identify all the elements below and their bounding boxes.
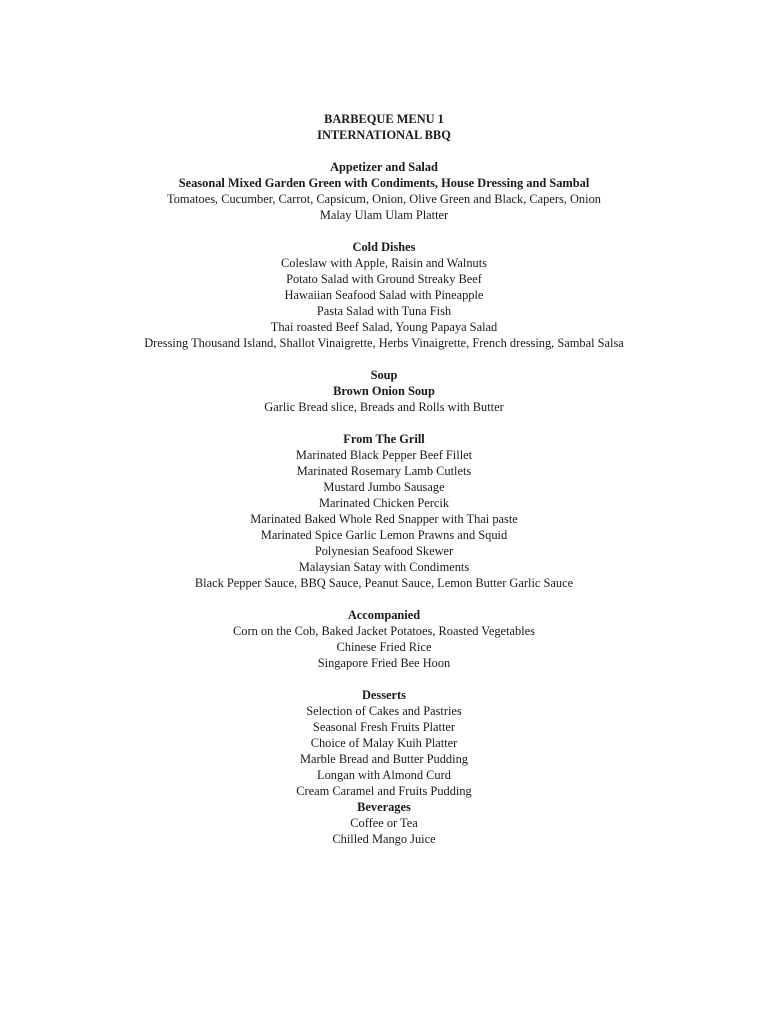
- menu-item: Singapore Fried Bee Hoon: [317, 656, 451, 670]
- section-heading-beverages: Beverages: [357, 800, 411, 814]
- menu-item: Hawaiian Seafood Salad with Pineapple: [284, 288, 484, 302]
- menu-item: Polynesian Seafood Skewer: [314, 544, 454, 558]
- menu-item: Coleslaw with Apple, Raisin and Walnuts: [281, 256, 487, 270]
- menu-item: Marble Bread and Butter Pudding: [300, 752, 468, 766]
- menu-item: Thai roasted Beef Salad, Young Papaya Salad: [270, 320, 498, 334]
- section-subheading-soup: Brown Onion Soup: [333, 384, 435, 398]
- menu-item: Malaysian Satay with Condiments: [298, 560, 470, 574]
- section-subheading-appetizer: Seasonal Mixed Garden Green with Condiments, House Dressing and Sambal: [178, 176, 590, 190]
- section-heading-grill: From The Grill: [343, 432, 425, 446]
- section-heading-accompanied: Accompanied: [347, 608, 421, 622]
- section-heading-cold-dishes: Cold Dishes: [352, 240, 416, 254]
- menu-item: Dressing Thousand Island, Shallot Vinaigrette, Herbs Vinaigrette, French dressing, Sambal Salsa: [144, 336, 624, 350]
- menu-item: Corn on the Cob, Baked Jacket Potatoes, Roasted Vegetables: [233, 624, 535, 638]
- menu-item: Marinated Black Pepper Beef Fillet: [295, 448, 473, 462]
- menu-title: BARBEQUE MENU 1: [324, 112, 444, 126]
- spacer: [0, 671, 768, 687]
- menu-item: Chilled Mango Juice: [332, 832, 436, 846]
- spacer: [0, 415, 768, 431]
- menu-item: Tomatoes, Cucumber, Carrot, Capsicum, Onion, Olive Green and Black, Capers, Onion: [167, 192, 601, 206]
- menu-item: Marinated Spice Garlic Lemon Prawns and Squid: [260, 528, 508, 542]
- menu-item: Malay Ulam Ulam Platter: [319, 208, 449, 222]
- menu-item: Cream Caramel and Fruits Pudding: [296, 784, 472, 798]
- menu-item: Coffee or Tea: [350, 816, 418, 830]
- menu-item: Seasonal Fresh Fruits Platter: [312, 720, 456, 734]
- menu-item: Choice of Malay Kuih Platter: [310, 736, 458, 750]
- menu-item: Chinese Fried Rice: [336, 640, 432, 654]
- menu-item: Selection of Cakes and Pastries: [306, 704, 462, 718]
- section-heading-soup: Soup: [370, 368, 398, 382]
- menu-document: [0, 111, 768, 847]
- spacer: [0, 591, 768, 607]
- section-heading-desserts: Desserts: [361, 688, 407, 702]
- menu-item: Black Pepper Sauce, BBQ Sauce, Peanut Sauce, Lemon Butter Garlic Sauce: [194, 576, 574, 590]
- menu-item: Marinated Rosemary Lamb Cutlets: [296, 464, 472, 478]
- menu-subtitle: INTERNATIONAL BBQ: [317, 128, 451, 142]
- menu-item: Marinated Chicken Percik: [318, 496, 450, 510]
- menu-item: Marinated Baked Whole Red Snapper with Thai paste: [250, 512, 518, 526]
- menu-item: Longan with Almond Curd: [317, 768, 451, 782]
- menu-item: Potato Salad with Ground Streaky Beef: [286, 272, 482, 286]
- section-heading-appetizer: Appetizer and Salad: [330, 160, 438, 174]
- spacer: [0, 143, 768, 159]
- menu-item: Garlic Bread slice, Breads and Rolls with Butter: [264, 400, 504, 414]
- spacer: [0, 351, 768, 367]
- menu-item: Pasta Salad with Tuna Fish: [316, 304, 452, 318]
- menu-item: Mustard Jumbo Sausage: [323, 480, 445, 494]
- spacer: [0, 223, 768, 239]
